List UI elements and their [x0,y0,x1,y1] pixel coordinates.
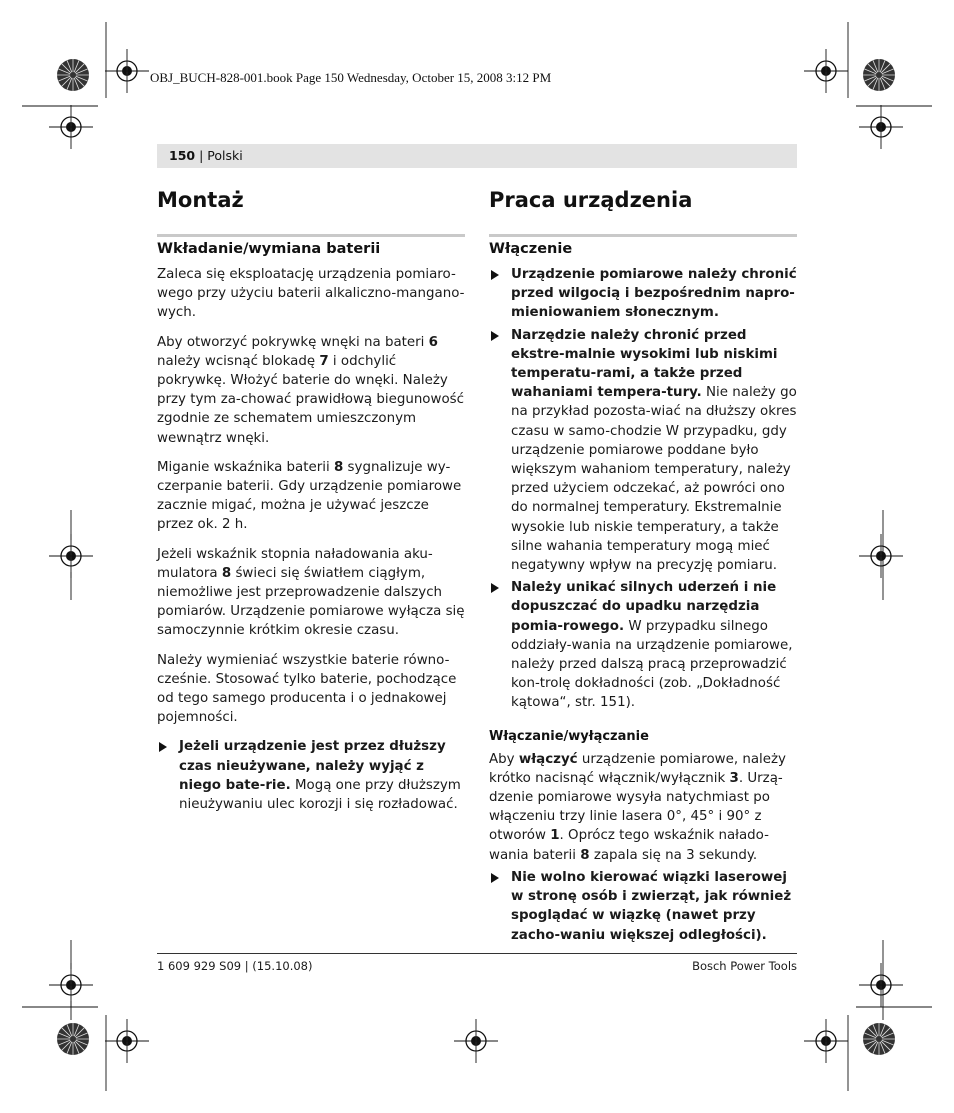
warning-bullet [157,737,465,814]
book-info-line: OBJ_BUCH-828-001.book Page 150 Wednesday, October 15, 2008 3:12 PM [150,70,552,85]
ref-number: 6 [428,334,438,350]
subheading-on-off: Włączanie/wyłączanie [489,728,649,744]
star-target-icon [863,1023,895,1055]
registration-mark-icon [105,1019,149,1063]
registration-mark-icon [49,105,93,149]
paragraph [157,651,465,728]
section-title-praca: Praca urządzenia [489,188,693,212]
text: świeci się światłem ciągłym, niemożliwe jest przeprowadzenie dalszych pomiarów. Urządzenie pomiarowe wyłącza się samoczynnie krótkim okresie czasu. [157,565,465,639]
paragraph [157,458,465,535]
subheading-battery: Wkładanie/wymiana baterii [157,241,381,257]
warning-bullet [489,868,797,945]
registration-mark-icon [859,534,903,578]
right-column [489,186,797,948]
header-separator: | [195,148,208,163]
paragraph [489,750,797,865]
registration-mark-icon [105,49,149,93]
bullet-bold: Narzędzie należy chronić przed ekstre-malnie wysokimi lub niskimi temperatu-rami, a także przed wahaniami tempera-tury. [511,327,778,401]
footer-brand: Bosch Power Tools [692,959,797,973]
warning-bullet [489,326,797,576]
star-target-icon [863,59,895,91]
header-language: Polski [207,148,243,163]
emphasis: włączyć [518,751,578,767]
warning-bullet [489,578,797,712]
registration-mark-icon [49,534,93,578]
bullet-text: Nie należy go na przykład pozosta-wiać na dłuższy okres czasu w samo-chodzie W przypadku, gdy urządzenie pomiarowe poddane było większym wahaniom temperatury, należy przed użyciem odczekać, aż powróci ono do normalnej temperatury. Ekstremalnie wysokie lub niskie temperatury, a także silne wahania temperatury mogą mieć negatywny wpływ na precyzję pomiaru. [511,385,797,574]
text: urządzenie pomiarowe, należy krótko nacisnąć włącznik/wyłącznik [489,751,786,786]
triangle-bullet-icon [159,742,167,752]
ref-number: 8 [221,565,232,581]
triangle-bullet-icon [491,873,499,883]
text: Jeżeli wskaźnik stopnia naładowania aku-mulatora [157,546,433,581]
page-header [157,144,797,168]
warning-bullet [489,265,797,323]
ref-number: 8 [580,847,590,863]
text: Należy wymieniać wszystkie baterie równo-cześnie. Stosować tylko baterie, pochodzące od tego samego producenta i o jednakowej pojemności. [157,652,457,726]
text: i odchylić pokrywkę. Włożyć baterie do wnęki. Należy przy tym za-chować prawidłową biegunowość zgodnie ze schematem umieszczonym wewnątrz wnęki. [157,353,464,446]
text: sygnalizuje wy-czerpanie baterii. Gdy urządzenie pomiarowe zacznie migać, można je używać jeszcze przez ok. 2 h. [157,459,462,533]
star-target-icon [57,1023,89,1055]
text: Aby [489,751,519,767]
text: Miganie wskaźnika baterii [157,459,334,475]
bullet-text: Mogą one przy dłuższym nieużywaniu ulec korozji i się rozładować. [179,777,461,813]
registration-mark-icon [804,49,848,93]
registration-mark-icon [859,105,903,149]
text: zapala się na 3 sekundy. [589,847,758,863]
paragraph [157,545,465,641]
text: należy wcisnąć blokadę [157,353,320,369]
triangle-bullet-icon [491,270,499,280]
ref-number: 8 [333,459,344,475]
text: . Oprócz tego wskaźnik nałado-wania baterii [489,828,769,863]
page-number: 150 [169,148,196,163]
triangle-bullet-icon [491,331,499,341]
text: Aby otworzyć pokrywkę wnęki na bateri [157,334,429,350]
paragraph [157,265,465,323]
triangle-bullet-icon [491,583,499,593]
bullet-text: W przypadku silnego oddziały-wania na urządzenie pomiarowe, należy przed dalszą pracą przeprowadzić kon-trolę dokładności (zob. „Dokładność kątowa“, str. 151). [511,618,793,711]
star-target-icon [57,59,89,91]
bullet-bold: Nie wolno kierować wiązki laserowej w stronę osób i zwierząt, jak również spoglądać w wiązkę (nawet przy zacho-waniu większej odległości). [511,869,792,943]
bullet-bold: Urządzenie pomiarowe należy chronić przed wilgocią i bezpośrednim napro-mieniowaniem słonecznym. [511,267,797,321]
registration-mark-icon [49,963,93,1007]
text: Zaleca się eksploatację urządzenia pomiaro-wego przy użyciu baterii alkaliczno-mangano-wych. [157,267,465,321]
footer-rule [157,953,797,954]
registration-mark-icon [454,1019,498,1063]
subheading-wlaczenie: Włączenie [489,241,573,257]
ref-number: 7 [319,353,329,369]
section-title-montaz: Montaż [157,188,244,212]
left-column [157,186,465,817]
bullet-bold: Jeżeli urządzenie jest przez dłuższy czas nieużywane, należy wyjąć z niego bate-rie. [179,739,446,793]
ref-number: 1 [550,828,560,844]
ref-number: 3 [729,770,739,786]
registration-mark-icon [859,963,903,1007]
registration-mark-icon [804,1019,848,1063]
bullet-bold: Należy unikać silnych uderzeń i nie dopuszczać do upadku narzędzia pomia-rowego. [511,580,777,634]
footer-doc-number: 1 609 929 S09 | (15.10.08) [157,959,313,973]
text: . Urzą-dzenie pomiarowe wysyła natychmiast po włączeniu trzy linie lasera 0°, 45° i 90° z otworów [489,770,783,844]
header-text [169,148,243,163]
paragraph [157,333,465,448]
